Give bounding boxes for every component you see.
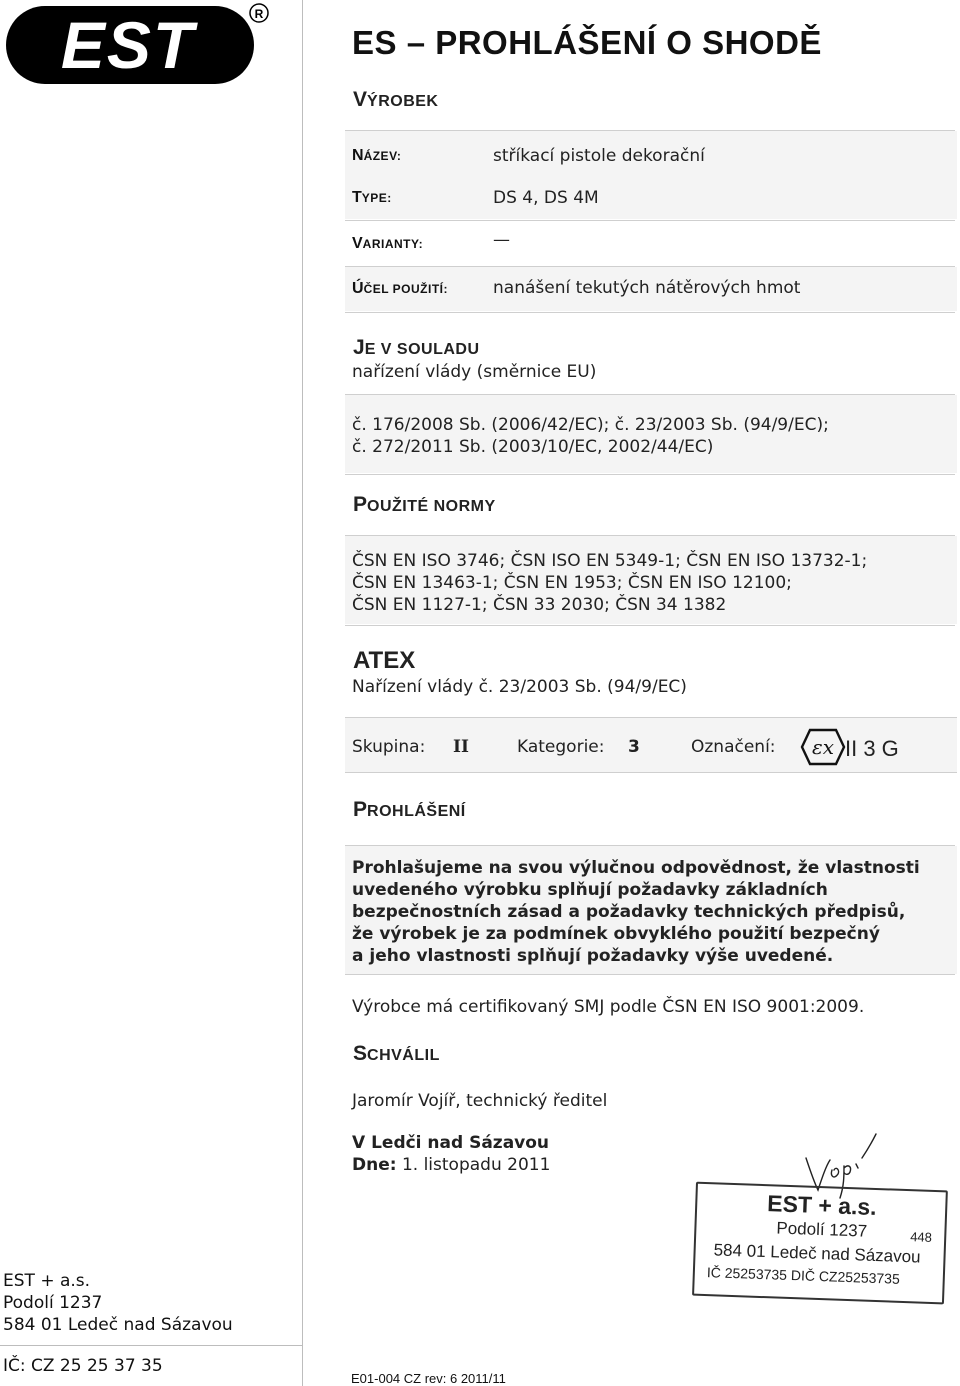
approver-name: Jaromír Vojíř, technický ředitel [352,1091,608,1111]
declaration-heading: PROHLÁŠENÍ [353,798,466,821]
variants-value: — [493,230,510,250]
stamp-number: 448 [909,1229,933,1245]
divider [345,312,955,313]
atex-heading: ATEX [353,647,416,674]
divider [345,220,955,221]
type-label: TYPE: [352,189,392,206]
conformity-heading: JE V SOULADU [353,336,480,359]
variants-label: VARIANTY: [352,235,424,252]
divider [345,974,955,975]
atex-subtitle: Nařízení vlády č. 23/2003 Sb. (94/9/EC) [352,677,687,697]
category-value: 3 [628,737,640,757]
declaration-line: bezpečnostních zásad a požadavky technických předpisů, [352,902,906,922]
purpose-label: ÚČEL POUŽITÍ: [352,280,449,297]
name-label: NÁZEV: [352,147,402,164]
svg-text:εx: εx [811,735,835,759]
norms-line-2: ČSN EN 13463-1; ČSN EN 1953; ČSN EN ISO 12100; [352,573,792,593]
marking-label: Označení: [691,737,776,757]
conformity-subtitle: nařízení vlády (směrnice EU) [352,362,597,382]
stamp-line-2: Podolí 1237 [776,1218,868,1241]
stamp-line-4: IČ 25253735 DIČ CZ25253735 [706,1264,901,1287]
divider [345,625,955,626]
est-logo [4,2,272,86]
conformity-line-2: č. 272/2011 Sb. (2003/10/EC, 2002/44/EC) [352,437,714,457]
page-title: ES – PROHLÁŠENÍ O SHODĚ [352,24,822,61]
company-street: Podolí 1237 [3,1293,103,1313]
document-code: E01-004 CZ rev: 6 2011/11 [351,1371,506,1386]
conformity-line-1: č. 176/2008 Sb. (2006/42/EC); č. 23/2003 Sb. (94/9/EC); [352,415,829,435]
approval-place: V Ledči nad Sázavou [352,1133,550,1153]
company-name: EST + a.s. [3,1271,91,1291]
divider [345,474,955,475]
stamp-line-3: 584 01 Ledeč nad Sázavou [713,1240,921,1267]
marking-value: II 3 G [845,736,899,761]
product-heading: VÝROBEK [353,88,439,111]
name-value: stříkací pistole dekorační [493,146,705,166]
declaration-text [352,857,920,967]
category-label: Kategorie: [517,737,605,757]
company-ico: IČ: CZ 25 25 37 35 [3,1356,163,1376]
approval-date: Dne: 1. listopadu 2011 [352,1155,551,1175]
product-band [345,131,957,219]
company-address [3,1270,233,1336]
norms-line-1: ČSN EN ISO 3746; ČSN ISO EN 5349-1; ČSN EN ISO 13732-1; [352,551,868,571]
ex-hexagon-icon [800,728,846,766]
certificate-text: Výrobce má certifikovaný SMJ podle ČSN EN ISO 9001:2009. [352,997,865,1017]
group-value: II [453,737,469,757]
company-stamp [692,1182,946,1303]
company-city: 584 01 Ledeč nad Sázavou [3,1315,233,1335]
divider [345,772,957,773]
declaration-line: Prohlašujeme na svou výlučnou odpovědnost, že vlastnosti [352,858,920,878]
declaration-line: uvedeného výrobku splňují požadavky základních [352,880,828,900]
stamp-line-1: EST + a.s. [766,1190,878,1220]
norms-heading: POUŽITÉ NORMY [353,493,496,516]
norms-line-3: ČSN EN 1127-1; ČSN 33 2030; ČSN 34 1382 [352,595,727,615]
svg-text:R: R [254,7,264,21]
sidebar-divider [302,0,303,1386]
purpose-value: nanášení tekutých nátěrových hmot [493,278,801,298]
logo-text: EST [60,8,196,82]
approval-heading: SCHVÁLIL [353,1042,440,1065]
footer-divider [0,1345,302,1346]
declaration-line: že výrobek je za podmínek obvyklého použití bezpečný [352,924,880,944]
declaration-line: a jeho vlastnosti splňují požadavky výše uvedené. [352,946,834,966]
group-label: Skupina: [352,737,426,757]
type-value: DS 4, DS 4M [493,188,599,208]
